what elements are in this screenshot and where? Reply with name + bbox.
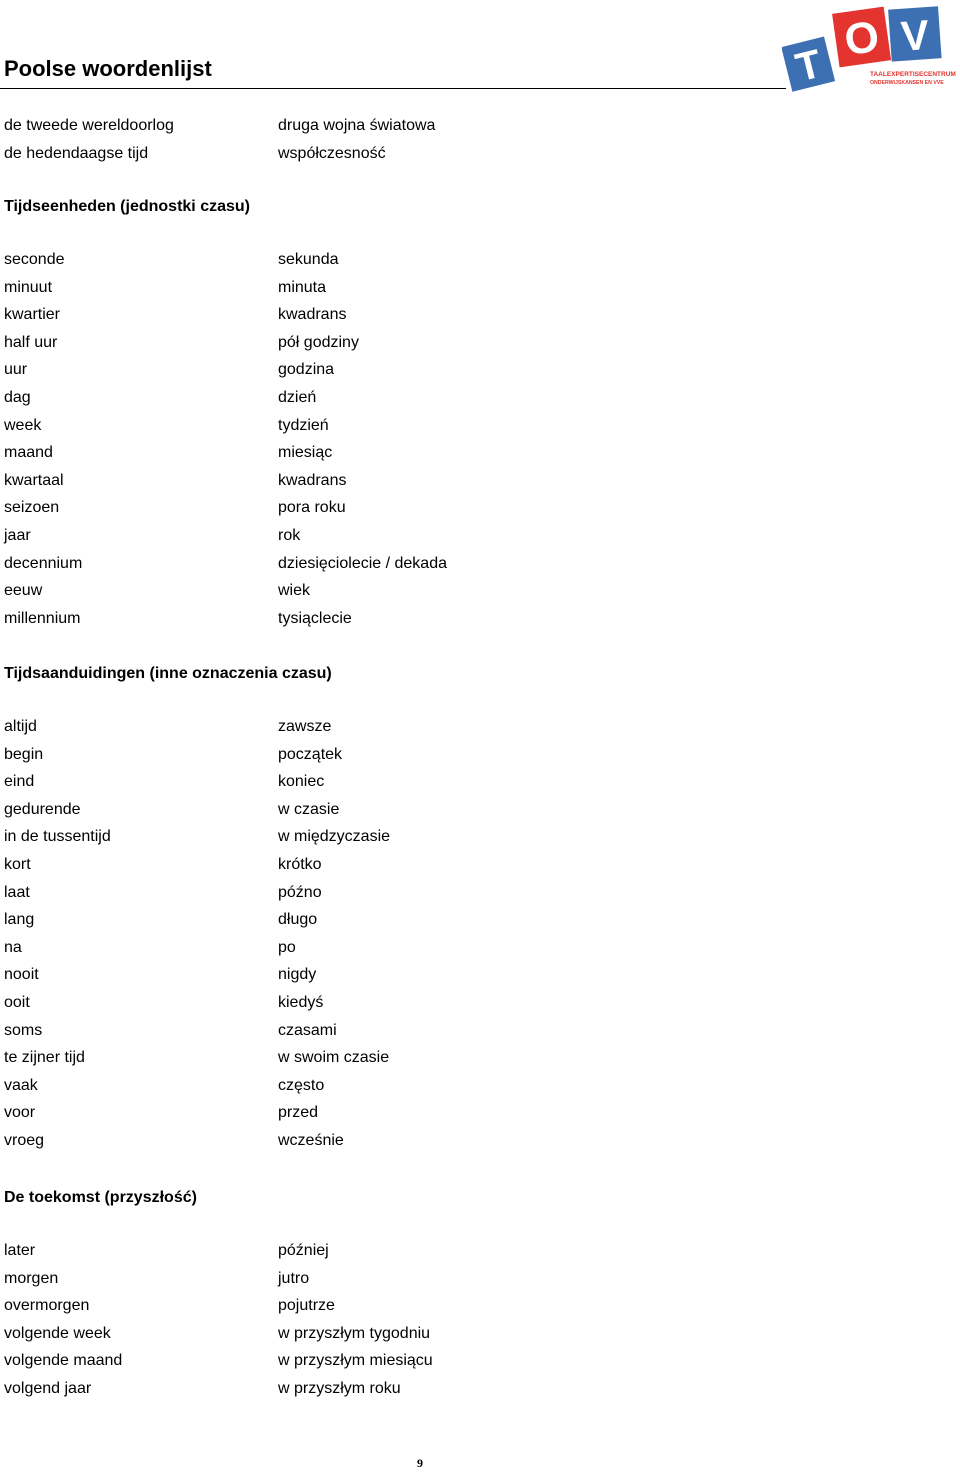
dutch-word: na	[4, 938, 22, 956]
dutch-word: in de tussentijd	[4, 828, 111, 846]
word-row	[4, 467, 904, 495]
polish-word: często	[278, 1076, 325, 1094]
dutch-word: dag	[4, 388, 31, 406]
dutch-word: te zijner tijd	[4, 1049, 85, 1067]
polish-word: sekunda	[278, 251, 339, 268]
dutch-word: begin	[4, 745, 44, 763]
dutch-word: vaak	[4, 1076, 38, 1094]
polish-word: kwadrans	[278, 306, 347, 324]
section-time-indications	[4, 660, 904, 1155]
word-row	[4, 1292, 904, 1320]
polish-word: w przyszłym miesiącu	[278, 1352, 433, 1370]
polish-word: dzień	[278, 388, 317, 406]
dutch-word: jaar	[4, 526, 31, 544]
word-row	[4, 439, 904, 467]
polish-word: długo	[278, 911, 318, 929]
polish-word: jutro	[278, 1269, 310, 1287]
word-row	[4, 605, 904, 633]
word-row	[4, 112, 904, 140]
word-row	[4, 140, 904, 168]
word-row	[4, 934, 904, 962]
section-time-units	[4, 193, 904, 632]
polish-word: późno	[278, 883, 322, 901]
word-row	[4, 577, 904, 605]
word-row	[4, 989, 904, 1017]
dutch-word: kwartier	[4, 306, 61, 324]
dutch-word: minuut	[4, 278, 53, 296]
polish-word: minuta	[278, 278, 327, 296]
polish-word: koniec	[278, 773, 325, 791]
dutch-word: half uur	[4, 333, 58, 351]
word-row	[4, 851, 904, 879]
word-list	[4, 713, 904, 1155]
dutch-word: voor	[4, 1104, 36, 1122]
polish-word: tydzień	[278, 416, 329, 434]
word-row	[4, 741, 904, 769]
word-row	[4, 1265, 904, 1293]
section-heading: De toekomst (przyszłość)	[4, 1189, 197, 1206]
polish-word: w międzyczasie	[278, 828, 391, 846]
word-row	[4, 274, 904, 302]
polish-word: krótko	[278, 855, 322, 873]
word-row	[4, 1044, 904, 1072]
dutch-word: volgend jaar	[4, 1379, 92, 1397]
dutch-word: de tweede wereldoorlog	[4, 117, 174, 134]
dutch-word: seconde	[4, 251, 65, 268]
word-row	[4, 1099, 904, 1127]
word-row	[4, 384, 904, 412]
intro-list	[4, 112, 904, 167]
word-row	[4, 522, 904, 550]
polish-word: czasami	[278, 1021, 337, 1039]
word-list	[4, 246, 904, 632]
polish-word: początek	[278, 745, 343, 763]
dutch-word: de hedendaagse tijd	[4, 144, 149, 162]
polish-word: tysiąclecie	[278, 609, 352, 627]
dutch-word: seizoen	[4, 499, 60, 517]
word-row	[4, 550, 904, 578]
polish-word: pojutrze	[278, 1297, 335, 1315]
dutch-word: overmorgen	[4, 1297, 90, 1315]
dutch-word: week	[4, 416, 42, 434]
dutch-word: laat	[4, 883, 30, 901]
dutch-word: kwartaal	[4, 471, 64, 489]
polish-word: przed	[278, 1104, 319, 1122]
polish-word: pora roku	[278, 499, 346, 517]
section-heading: Tijdsaanduidingen (inne oznaczenia czasu)	[4, 665, 332, 682]
polish-word: wiek	[278, 582, 311, 600]
polish-word: w czasie	[278, 800, 340, 818]
section-heading: Tijdseenheden (jednostki czasu)	[4, 198, 250, 215]
page-title: Poolse woordenlijst	[4, 56, 212, 81]
word-row	[4, 1347, 904, 1375]
polish-word: w swoim czasie	[278, 1049, 390, 1067]
dutch-word: lang	[4, 911, 35, 929]
word-row	[4, 1017, 904, 1045]
dutch-word: volgende maand	[4, 1352, 123, 1370]
polish-word: kiedyś	[278, 993, 324, 1011]
logo-tagline-1: TAALEXPERTISECENTRUM	[870, 71, 956, 78]
word-row	[4, 1320, 904, 1348]
polish-word: rok	[278, 526, 301, 544]
word-row	[4, 879, 904, 907]
dutch-word: morgen	[4, 1269, 59, 1287]
polish-word: dziesięciolecie / dekada	[278, 554, 447, 572]
word-row	[4, 356, 904, 384]
polish-word: miesiąc	[278, 444, 333, 462]
word-row	[4, 412, 904, 440]
polish-word: wcześnie	[278, 1131, 344, 1149]
polish-word: w przyszłym tygodniu	[278, 1324, 431, 1342]
logo-letter-t: T	[791, 41, 826, 91]
polish-word: współczesność	[278, 144, 386, 162]
word-row	[4, 1237, 904, 1265]
polish-word: pół godziny	[278, 333, 359, 351]
word-row	[4, 713, 904, 741]
polish-word: w przyszłym roku	[278, 1379, 401, 1397]
header-rule	[0, 88, 786, 89]
logo-letter-o: O	[841, 11, 883, 66]
dutch-word: maand	[4, 444, 53, 462]
word-row	[4, 796, 904, 824]
word-list	[4, 1237, 904, 1403]
page-number: 9	[417, 1456, 423, 1470]
dutch-word: uur	[4, 361, 28, 379]
word-row	[4, 823, 904, 851]
logo-tagline-2: ONDERWIJSKANSEN EN VVE	[870, 80, 944, 86]
dutch-word: later	[4, 1242, 36, 1259]
logo-letter-v: V	[899, 11, 931, 60]
dutch-word: eind	[4, 773, 35, 791]
polish-word: druga wojna światowa	[278, 117, 436, 134]
word-row	[4, 329, 904, 357]
dutch-word: ooit	[4, 993, 30, 1011]
section-future	[4, 1184, 904, 1403]
dutch-word: gedurende	[4, 800, 81, 818]
dutch-word: millennium	[4, 609, 81, 627]
polish-word: kwadrans	[278, 471, 347, 489]
polish-word: nigdy	[278, 966, 317, 984]
word-row	[4, 768, 904, 796]
polish-word: zawsze	[278, 718, 332, 735]
dutch-word: eeuw	[4, 582, 43, 600]
tov-logo	[782, 0, 958, 106]
word-row	[4, 246, 904, 274]
dutch-word: kort	[4, 855, 31, 873]
dutch-word: altijd	[4, 718, 37, 735]
polish-word: po	[278, 938, 296, 956]
dutch-word: nooit	[4, 966, 39, 984]
word-row	[4, 494, 904, 522]
word-row	[4, 906, 904, 934]
polish-word: później	[278, 1242, 329, 1259]
polish-word: godzina	[278, 361, 335, 379]
dutch-word: soms	[4, 1021, 43, 1039]
word-row	[4, 1072, 904, 1100]
word-row	[4, 961, 904, 989]
dutch-word: vroeg	[4, 1131, 45, 1149]
word-row	[4, 1127, 904, 1155]
word-row	[4, 301, 904, 329]
dutch-word: volgende week	[4, 1324, 111, 1342]
word-row	[4, 1375, 904, 1403]
dutch-word: decennium	[4, 554, 83, 572]
